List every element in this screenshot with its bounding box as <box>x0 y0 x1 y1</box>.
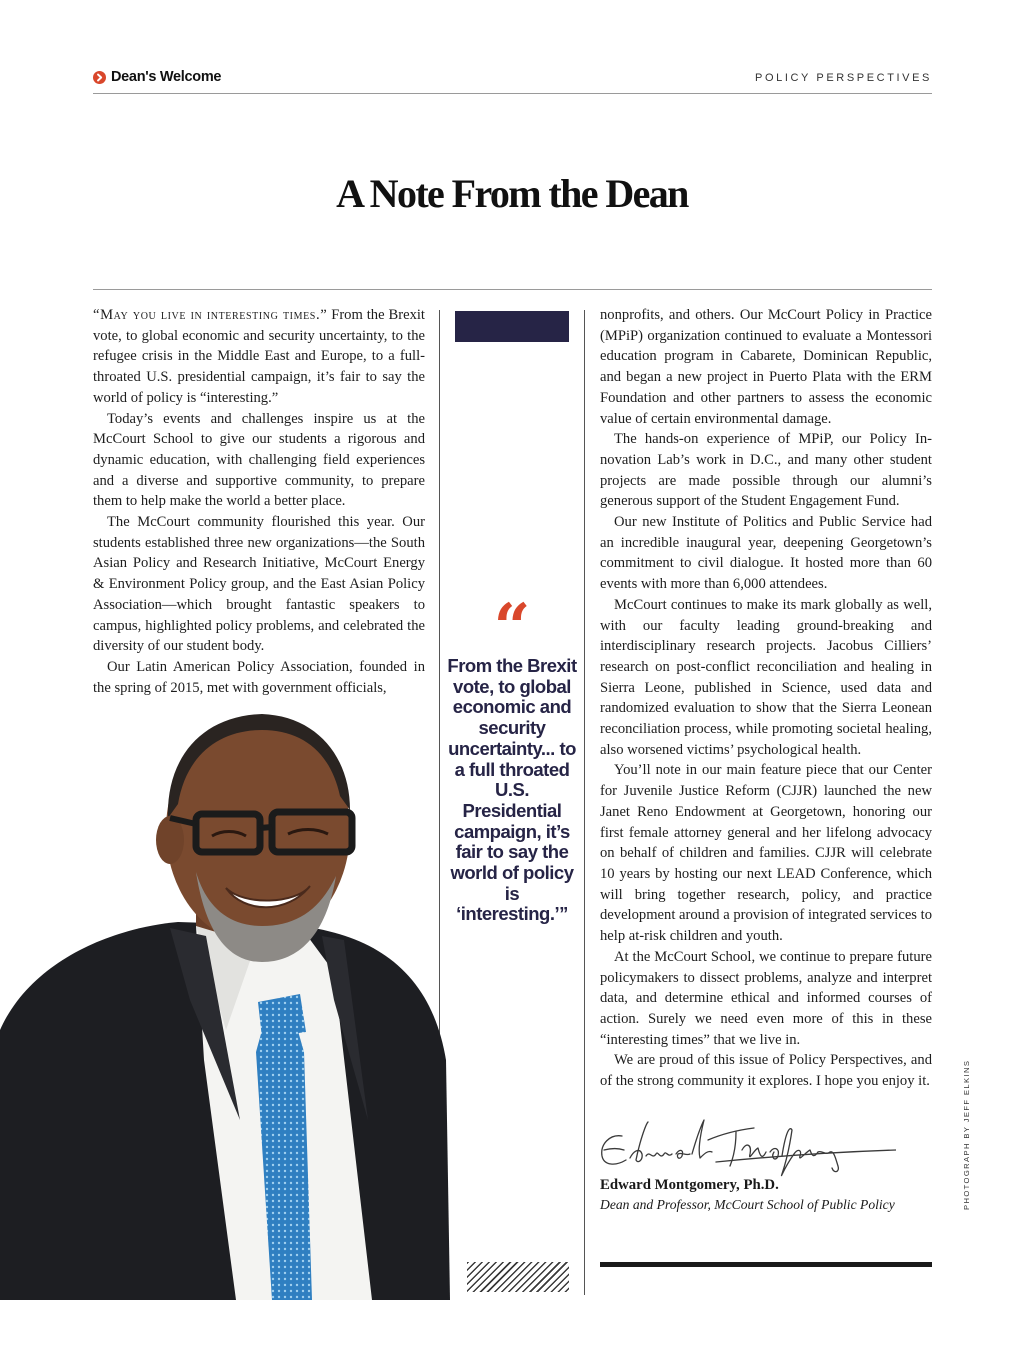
quote-mark-icon: “ <box>493 590 531 665</box>
signer-title: Dean and Professor, McCourt School of Public Policy <box>600 1197 895 1212</box>
section-label <box>93 69 221 85</box>
paragraph: The McCourt community flourished this year. Our students established three new organizations—the South Asian Policy and Research Initiative, McCourt Energy & Environment Policy group, and the East Asian Policy Association—which brought fantastic speakers to campus, highlighted policy problems, and celebrated the diversity of our student body. <box>93 514 425 655</box>
lead-in: “May you live in interesting times.” <box>93 307 328 323</box>
pull-quote: From the Brexit vote, to global economic and security uncertainty... to a full throated U.S. Presidential campaign, it’s fair to say the world of policy is ‘interesting.’” <box>447 655 577 925</box>
paragraph <box>93 305 425 409</box>
chevron-right-icon <box>93 71 106 84</box>
title-divider <box>93 289 932 290</box>
photo-credit: PHOTOGRAPH BY JEFF ELKINS <box>962 1059 971 1210</box>
paragraph: nonprofits, and others. Our McCourt Policy in Practice (MPiP) organization continued to evaluate a Montessori education program in Cabarete, Dominican Republic, and began a new project in Puerto Plata with the ERM Foundation and other partners to assess the economic value of certain environmental damage. <box>600 307 932 427</box>
article-title: A Note From the Dean <box>336 171 688 216</box>
paragraph: Today’s events and challenges inspire us at the McCourt School to give our students a rigorous and dynamic education, with challenging field experiences and a diverse and supportive community, to prepare them to help make the world a better place. <box>93 410 425 510</box>
paragraph: Our new Institute of Politics and Public Service had an incredible inaugural year, deepening Georgetown’s commitment to civil dialogue. It hosted more than 60 events with more than 6,000 attendees. <box>600 514 932 593</box>
paragraph-text: From the Brexit vote, to global economic and security uncertainty, to the refugee crisis in the Middle East and Europe, to a full-throated U.S. presidential campaign, it’s fair to say the world of policy is “interesting.” <box>93 307 425 406</box>
signer-name: Edward Montgomery, Ph.D. <box>600 1177 779 1193</box>
paragraph: Our Latin American Policy Association, founded in the spring of 2015, met with government officials, <box>93 658 425 696</box>
publication-name: POLICY PERSPECTIVES <box>755 72 932 84</box>
signature-image <box>596 1110 896 1182</box>
section-label-text: Dean's Welcome <box>111 69 222 85</box>
paragraph: At the McCourt School, we continue to prepare future policymakers to dissect problems, analyze and interpret data, and determine ethical and informed courses of action. Surely we need even more of this in these “interesting times” that we live in. <box>600 948 932 1048</box>
left-column <box>93 305 425 698</box>
paragraph: The hands-on experience of MPiP, our Policy Innovation Lab’s work in D.C., and many other student projects are made possible through our alumni’s generous support of the Student Engagement Fund. <box>600 431 932 510</box>
pull-quote-bar <box>455 311 569 342</box>
paragraph: We are proud of this issue of Policy Perspectives, and of the strong community it explores. I hope you enjoy it. <box>600 1052 932 1090</box>
column-divider <box>584 310 585 1295</box>
paragraph: You’ll note in our main feature piece that our Center for Juvenile Justice Reform (CJJR) launched the new Janet Reno Endowment at Georgetown, honoring our first female attorney general and her lifelong advocacy on behalf of children and families. CJJR will celebrate 10 years by hosting our next LEAD Conference, which will bring together research, policy, and practice development around a provision of integrated services to help at-risk children and youth. <box>600 762 932 945</box>
right-column <box>600 305 932 1092</box>
hatch-decoration <box>467 1262 569 1292</box>
closing-rule <box>600 1262 932 1267</box>
dean-portrait-image <box>0 700 452 1300</box>
paragraph: McCourt continues to make its mark globally as well, with our faculty leading ground-breaking and interdisciplinary research projects. Jacobus Cilliers’ research on post-conflict reconciliation and healing in Sierra Leone, published in Science, used data and randomized evaluation to show that the Sierra Leonean reconciliation process, while promoting societal healing, also worsened victims’ psychological health. <box>600 596 932 758</box>
page-header <box>93 68 932 94</box>
